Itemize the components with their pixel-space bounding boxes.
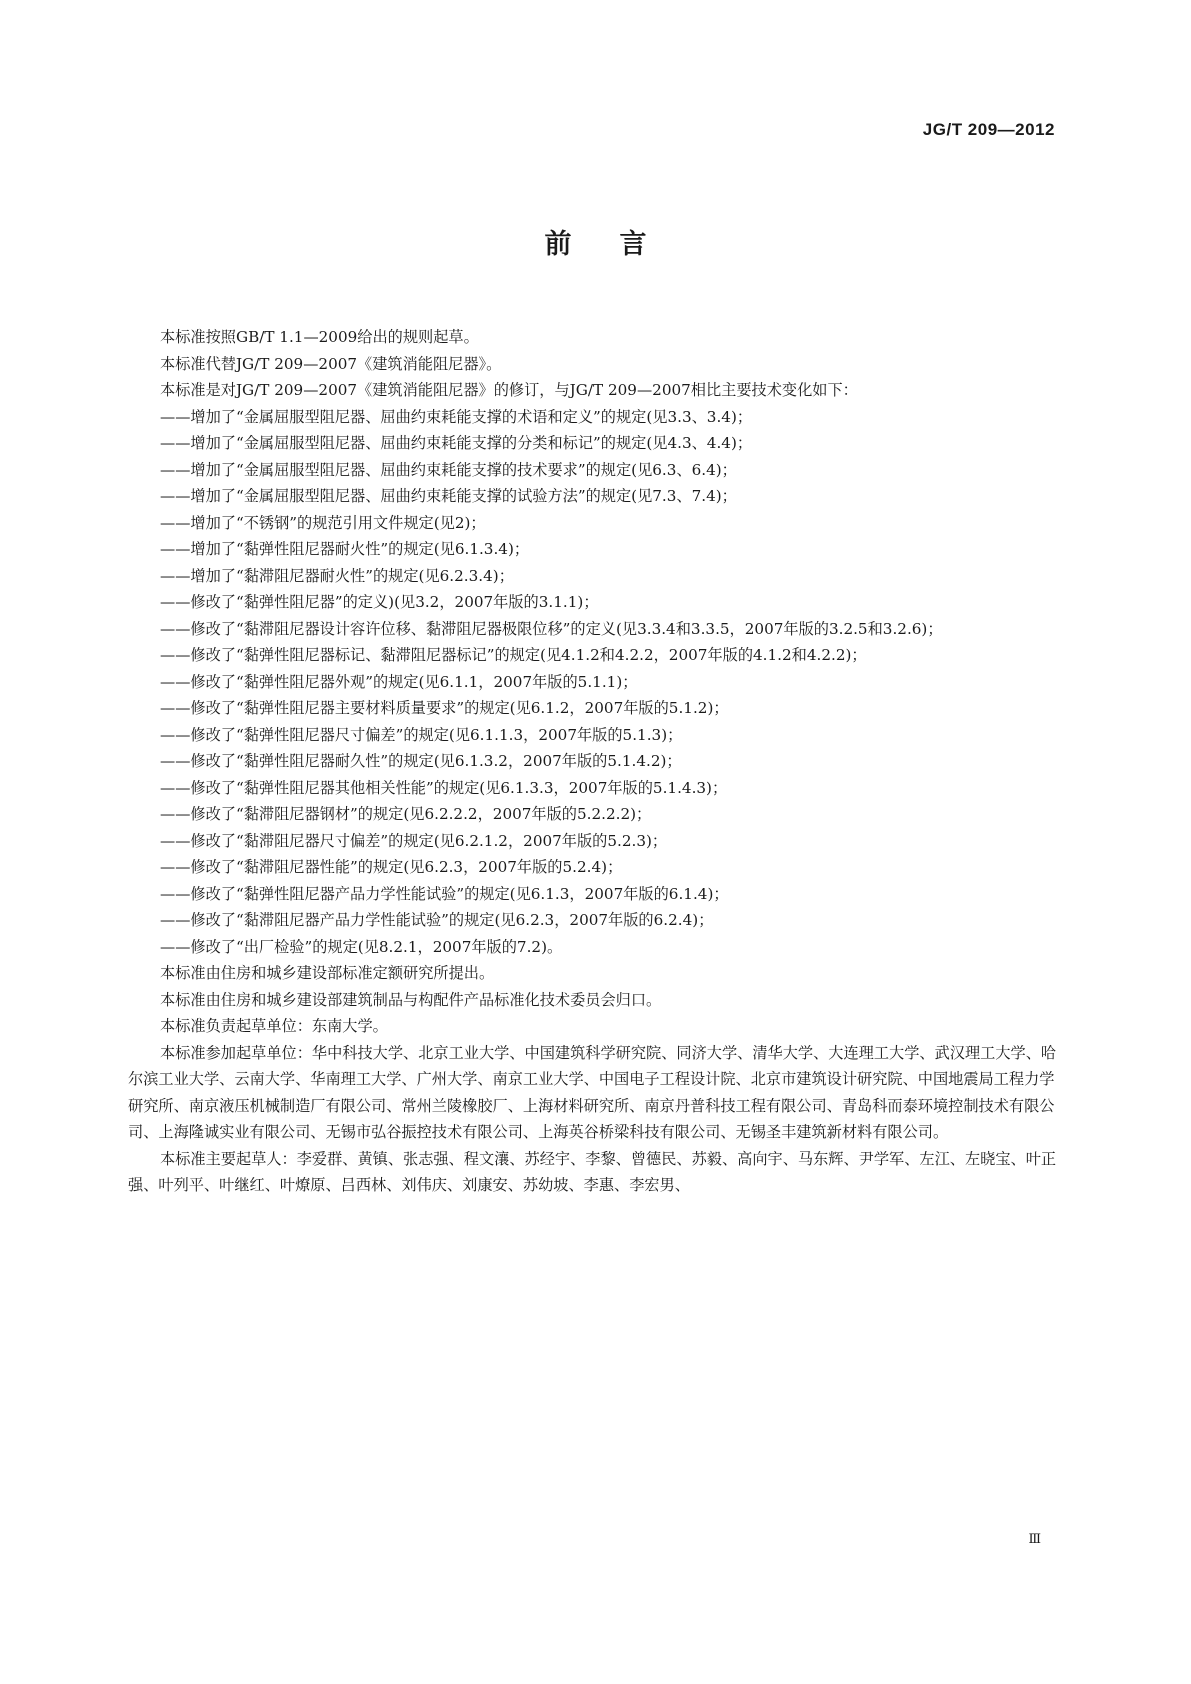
change-item: ——修改了“黏弹性阻尼器其他相关性能”的规定(见6.1.3.3，2007年版的5.1.4.3)； (160, 778, 728, 797)
paragraph-proposer: 本标准由住房和城乡建设部标准定额研究所提出。 (160, 964, 495, 982)
document-body (128, 324, 1068, 1199)
page-title: 前言 (544, 229, 695, 260)
change-item: ——增加了“不锈钢”的规范引用文件规定(见2)； (160, 513, 486, 532)
change-item: ——修改了“黏滞阻尼器钢材”的规定(见6.2.2.2，2007年版的5.2.2.2)； (160, 805, 652, 823)
page-number: Ⅲ (1028, 1532, 1041, 1547)
paragraph-replaces: 本标准代替JG/T 209—2007《建筑消能阻尼器》。 (160, 354, 502, 373)
change-item: ——修改了“黏弹性阻尼器主要材料质量要求”的规定(见6.1.2，2007年版的5.1.2)； (160, 699, 729, 717)
change-item: ——增加了“黏滞阻尼器耐火性”的规定(见6.2.3.4)； (160, 566, 514, 585)
paragraph-committee: 本标准由住房和城乡建设部建筑制品与构配件产品标准化技术委员会归口。 (160, 990, 662, 1009)
change-item: ——修改了“黏滞阻尼器设计容许位移、黏滞阻尼器极限位移”的定义(见3.3.4和3.3.5，2007年版的3.2.5和3.2.6)； (160, 619, 943, 638)
paragraph-drafting-rules: 本标准按照GB/T 1.1—2009给出的规则起草。 (160, 328, 479, 346)
change-item: ——修改了“黏弹性阻尼器标记、黏滞阻尼器标记”的规定(见4.1.2和4.2.2，2007年版的4.1.2和4.2.2)； (160, 646, 867, 664)
change-item: ——增加了“黏弹性阻尼器耐火性”的规定(见6.1.3.4)； (160, 540, 530, 558)
change-item: ——增加了“金属屈服型阻尼器、屈曲约束耗能支撑的术语和定义”的规定(见3.3、3.4)； (160, 407, 753, 426)
paragraph-lead-drafter: 本标准负责起草单位：东南大学。 (160, 1017, 388, 1035)
paragraph-main-drafters: 本标准主要起草人：李爱群、黄镇、张志强、程文瀼、苏经宇、李黎、曾德民、苏毅、高向宇、马东辉、尹学军、左江、左晓宝、叶正强、叶列平、叶继红、叶燎原、吕西林、刘伟庆、刘康安、苏幼坡、李惠、李宏男、 (128, 1149, 1057, 1194)
change-item: ——修改了“黏弹性阻尼器耐久性”的规定(见6.1.3.2，2007年版的5.1.4.2)； (160, 752, 682, 770)
standard-number: JG/T 209—2012 (922, 120, 1055, 139)
change-item: ——修改了“黏滞阻尼器产品力学性能试验”的规定(见6.2.3，2007年版的6.2.4)； (160, 911, 714, 929)
change-item: ——修改了“黏弹性阻尼器外观”的规定(见6.1.1，2007年版的5.1.1)； (160, 672, 638, 691)
change-item: ——修改了“黏弹性阻尼器”的定义)(见3.2，2007年版的3.1.1)； (160, 593, 599, 611)
change-item: ——修改了“出厂检验”的规定(见8.2.1，2007年版的7.2)。 (160, 937, 563, 956)
change-item: ——增加了“金属屈服型阻尼器、屈曲约束耗能支撑的技术要求”的规定(见6.3、6.4)； (160, 460, 737, 479)
change-item: ——修改了“黏滞阻尼器尺寸偏差”的规定(见6.2.1.2，2007年版的5.2.3)； (160, 831, 668, 850)
change-item: ——增加了“金属屈服型阻尼器、屈曲约束耗能支撑的试验方法”的规定(见7.3、7.4)； (160, 487, 737, 505)
change-item: ——修改了“黏滞阻尼器性能”的规定(见6.2.3，2007年版的5.2.4)； (160, 858, 623, 876)
change-item: ——修改了“黏弹性阻尼器产品力学性能试验”的规定(见6.1.3，2007年版的6.1.4)； (160, 884, 729, 903)
paragraph-revision-intro: 本标准是对JG/T 209—2007《建筑消能阻尼器》的修订，与JG/T 209—2007相比主要技术变化如下： (160, 381, 858, 399)
change-item: ——增加了“金属屈服型阻尼器、屈曲约束耗能支撑的分类和标记”的规定(见4.3、4.4)； (160, 434, 753, 452)
change-item: ——修改了“黏弹性阻尼器尺寸偏差”的规定(见6.1.1.3，2007年版的5.1.3)； (160, 725, 683, 744)
paragraph-participating-units: 本标准参加起草单位：华中科技大学、北京工业大学、中国建筑科学研究院、同济大学、清华大学、大连理工大学、武汉理工大学、哈尔滨工业大学、云南大学、华南理工大学、广州大学、南京工业大学、中国电子工程设计院、北京市建筑设计研究院、中国地震局工程力学研究所、南京液压机械制造厂有限公司、常州兰陵橡胶厂、上海材料研究所、南京丹普科技工程有限公司、青岛科而泰环境控制技术有限公司、上海隆诚实业有限公司、无锡市弘谷振控技术有限公司、上海英谷桥梁科技有限公司、无锡圣丰建筑新材料有限公司。 (128, 1043, 1057, 1141)
